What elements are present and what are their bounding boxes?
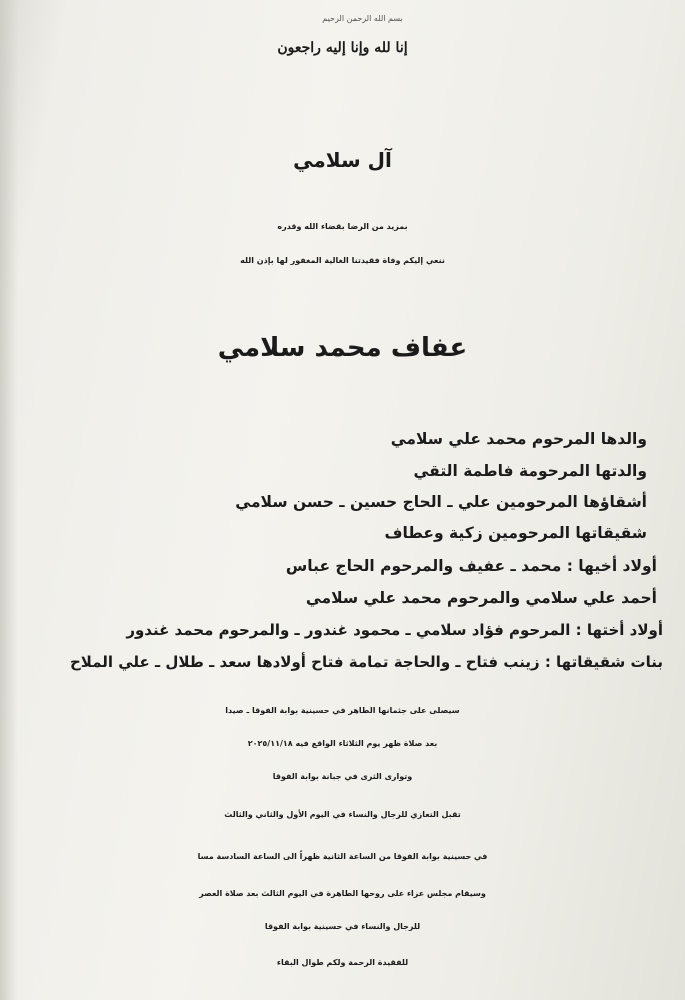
announcement-line: للرجال والنساء في حسينية بوابة الفوقا — [264, 922, 421, 931]
announcement-line: وتوارى الثرى في جبانة بوابة الفوقا — [272, 772, 413, 781]
announcement-line: سيصلى على جثمانها الطاهر في حسينية بوابة الفوقا ـ صيدا — [225, 706, 460, 715]
announcement-line: بعد صلاة ظهر يوم الثلاثاء الواقع فيه ٢٠٢٥/١١/١٨ — [247, 739, 438, 748]
relative-line: أولاد أختها : المرحوم فؤاد سلامي ـ محمود غندور ـ والمرحوم محمد غندور — [126, 621, 663, 639]
announcement-line: للفقيدة الرحمة ولكم طوال البقاء — [276, 958, 409, 967]
relative-line: والدها المرحوم محمد علي سلامي — [390, 430, 647, 448]
intro-line-1: بمزيد من الرضا بقضاء الله وقدره — [277, 222, 408, 231]
relative-line: أشقاؤها المرحومين علي ـ الحاج حسين ـ حسن سلامي — [235, 493, 647, 511]
basmala: بسم الله الرحمن الرحيم — [322, 14, 403, 23]
relative-line: أولاد أخيها : محمد ـ عفيف والمرحوم الحاج عباس — [285, 557, 657, 575]
quran-verse: إنا لله وإنا إليه راجعون — [277, 40, 408, 56]
announcement-line: تقبل التعازي للرجال والنساء في اليوم الأول والثاني والثالث — [224, 810, 461, 819]
deceased-name: عفاف محمد سلامي — [217, 333, 468, 363]
relative-line: والدتها المرحومة فاطمة التقي — [413, 462, 647, 480]
announcement-line: في حسينية بوابة الفوقا من الساعة الثانية ظهراً الى الساعة السادسة مسا — [197, 852, 488, 861]
announcement-line: وسيقام مجلس عزاء على روحها الطاهرة في اليوم الثالث بعد صلاة العصر — [199, 889, 486, 898]
family-name: آل سلامي — [293, 148, 392, 172]
relative-line: أحمد علي سلامي والمرحوم محمد علي سلامي — [305, 589, 657, 607]
relative-line: بنات شقيقاتها : زينب فتاح ـ والحاجة تمامة فتاح أولادها سعد ـ طلال ـ علي الملاح — [70, 653, 663, 671]
relative-line: شقيقاتها المرحومين زكية وعطاف — [384, 524, 647, 542]
intro-line-2: ننعي إليكم وفاة فقيدتنا الغالية المغفور لها بإذن الله — [240, 256, 445, 265]
